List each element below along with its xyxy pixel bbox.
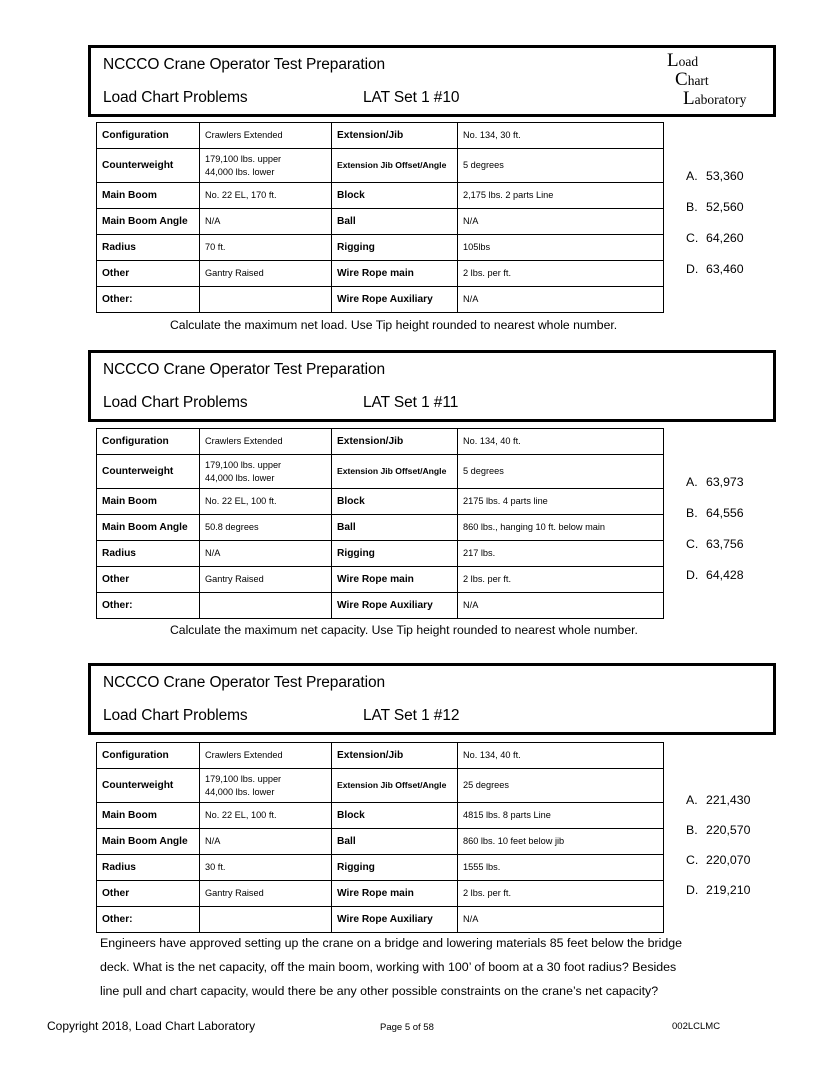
cell-value-main-boom-angle: N/A — [200, 829, 332, 855]
cell-label-radius: Radius — [97, 235, 200, 261]
cell-value-main-boom-angle: N/A — [200, 209, 332, 235]
answer-letter: A. — [686, 169, 698, 183]
answer-choices — [686, 793, 750, 897]
cell-label-extension-jib: Extension/Jib — [332, 123, 458, 149]
cell-label-main-boom: Main Boom — [97, 803, 200, 829]
instruction-text: Calculate the maximum net load. Use Tip height rounded to nearest whole number. — [170, 318, 618, 332]
header-title: NCCCO Crane Operator Test Preparation — [103, 674, 386, 691]
cell-label-rigging: Rigging — [332, 235, 458, 261]
logo-cap-l: L — [667, 50, 679, 71]
answer-option-a[interactable] — [686, 169, 744, 183]
cell-value-main-boom-angle: 50.8 degrees — [200, 515, 332, 541]
answer-value: 53,360 — [706, 169, 744, 183]
instruction-text: Calculate the maximum net capacity. Use Tip height rounded to nearest whole number. — [170, 623, 638, 637]
footer-copyright: Copyright 2018, Load Chart Laboratory — [47, 1019, 256, 1033]
cell-value-radius: N/A — [200, 541, 332, 567]
cell-label-main-boom: Main Boom — [97, 183, 200, 209]
cell-value-extension-jib: No. 134, 40 ft. — [458, 429, 664, 455]
cell-label-rigging: Rigging — [332, 541, 458, 567]
answer-value: 64,556 — [706, 506, 744, 520]
cell-value-other: Gantry Raised — [200, 881, 332, 907]
cell-label-counterweight: Counterweight — [97, 149, 200, 183]
answer-option-b[interactable] — [686, 823, 750, 837]
cell-label-wire-rope-aux: Wire Rope Auxiliary — [332, 593, 458, 619]
header-subtitle: Load Chart Problems — [103, 707, 248, 724]
table-row — [97, 743, 664, 769]
cell-label-other-colon: Other: — [97, 593, 200, 619]
answer-option-c[interactable] — [686, 537, 744, 551]
cell-label-wire-rope-main: Wire Rope main — [332, 881, 458, 907]
answer-option-d[interactable] — [686, 568, 744, 582]
cell-value-extension-jib-offset: 5 degrees — [458, 455, 664, 489]
cell-label-configuration: Configuration — [97, 743, 200, 769]
cell-value-configuration: Crawlers Extended — [200, 743, 332, 769]
cell-value-main-boom: No. 22 EL, 170 ft. — [200, 183, 332, 209]
logo-text-hart: hart — [687, 73, 709, 88]
answer-letter: B. — [686, 506, 698, 520]
cell-label-radius: Radius — [97, 855, 200, 881]
answer-value: 63,756 — [706, 537, 744, 551]
problem-prompt-paragraph — [100, 932, 725, 1003]
table-row — [97, 209, 664, 235]
answer-value: 64,428 — [706, 568, 744, 582]
counterweight-upper: 179,100 lbs. upper — [205, 460, 282, 471]
cell-value-radius: 70 ft. — [200, 235, 332, 261]
prompt-line-1: Engineers have approved setting up the crane on a bridge and lowering materials 85 feet below the bridge — [100, 936, 683, 950]
cell-label-wire-rope-main: Wire Rope main — [332, 567, 458, 593]
answer-option-a[interactable] — [686, 475, 744, 489]
answer-value: 221,430 — [706, 793, 751, 807]
counterweight-lower: 44,000 lbs. lower — [205, 472, 275, 483]
spec-table — [96, 742, 664, 933]
cell-label-ball: Ball — [332, 829, 458, 855]
answer-letter: B. — [686, 823, 698, 837]
table-row — [97, 261, 664, 287]
counterweight-lower: 44,000 lbs. lower — [205, 166, 275, 177]
answer-letter: C. — [686, 537, 699, 551]
cell-value-rigging: 217 lbs. — [458, 541, 664, 567]
cell-value-counterweight — [200, 149, 332, 183]
cell-label-main-boom-angle: Main Boom Angle — [97, 209, 200, 235]
cell-value-ball: 860 lbs. 10 feet below jib — [458, 829, 664, 855]
table-row — [97, 123, 664, 149]
cell-value-configuration: Crawlers Extended — [200, 123, 332, 149]
header-set-label: LAT Set 1 #12 — [363, 707, 460, 724]
cell-value-wire-rope-aux: N/A — [458, 287, 664, 313]
cell-label-extension-jib-offset: Extension Jib Offset/Angle — [332, 455, 458, 489]
answer-value: 64,260 — [706, 231, 744, 245]
cell-label-main-boom: Main Boom — [97, 489, 200, 515]
table-row — [97, 149, 664, 183]
cell-value-configuration: Crawlers Extended — [200, 429, 332, 455]
table-row — [97, 803, 664, 829]
answer-value: 219,210 — [706, 883, 751, 897]
cell-label-ball: Ball — [332, 515, 458, 541]
answer-option-b[interactable] — [686, 200, 744, 214]
cell-value-wire-rope-aux: N/A — [458, 907, 664, 933]
answer-letter: C. — [686, 231, 699, 245]
answer-letter: B. — [686, 200, 698, 214]
cell-label-extension-jib-offset: Extension Jib Offset/Angle — [332, 149, 458, 183]
spec-table — [96, 122, 664, 313]
cell-value-counterweight — [200, 455, 332, 489]
answer-option-b[interactable] — [686, 506, 744, 520]
answer-letter: D. — [686, 568, 699, 582]
table-row — [97, 855, 664, 881]
cell-label-counterweight: Counterweight — [97, 769, 200, 803]
cell-label-other: Other — [97, 567, 200, 593]
cell-value-block: 2,175 lbs. 2 parts Line — [458, 183, 664, 209]
cell-value-block: 4815 lbs. 8 parts Line — [458, 803, 664, 829]
cell-value-radius: 30 ft. — [200, 855, 332, 881]
cell-label-other: Other — [97, 881, 200, 907]
answer-value: 52,560 — [706, 200, 744, 214]
header-set-label: LAT Set 1 #11 — [363, 394, 459, 411]
cell-value-rigging: 1555 lbs. — [458, 855, 664, 881]
cell-value-main-boom: No. 22 EL, 100 ft. — [200, 489, 332, 515]
logo-text-aboratory: aboratory — [694, 92, 747, 107]
cell-label-other-colon: Other: — [97, 287, 200, 313]
table-row — [97, 455, 664, 489]
footer-doc-code: 002LCLMC — [672, 1021, 721, 1032]
cell-value-other-colon — [200, 287, 332, 313]
table-row — [97, 567, 664, 593]
problem-header-box — [88, 45, 776, 117]
table-row — [97, 593, 664, 619]
header-title: NCCCO Crane Operator Test Preparation — [103, 56, 386, 73]
cell-label-configuration: Configuration — [97, 123, 200, 149]
cell-value-wire-rope-main: 2 lbs. per ft. — [458, 261, 664, 287]
cell-label-rigging: Rigging — [332, 855, 458, 881]
problem-header-box — [88, 663, 776, 735]
cell-label-extension-jib: Extension/Jib — [332, 429, 458, 455]
cell-label-main-boom-angle: Main Boom Angle — [97, 515, 200, 541]
cell-value-extension-jib-offset: 5 degrees — [458, 149, 664, 183]
cell-label-extension-jib: Extension/Jib — [332, 743, 458, 769]
cell-value-wire-rope-aux: N/A — [458, 593, 664, 619]
answer-letter: D. — [686, 883, 699, 897]
counterweight-upper: 179,100 lbs. upper — [205, 154, 282, 165]
cell-value-other: Gantry Raised — [200, 567, 332, 593]
table-row — [97, 829, 664, 855]
cell-value-wire-rope-main: 2 lbs. per ft. — [458, 567, 664, 593]
cell-value-rigging: 105lbs — [458, 235, 664, 261]
problem-header-box — [88, 350, 776, 422]
answer-option-c[interactable] — [686, 231, 744, 245]
answer-option-d[interactable] — [686, 883, 750, 897]
cell-value-main-boom: No. 22 EL, 100 ft. — [200, 803, 332, 829]
cell-label-ball: Ball — [332, 209, 458, 235]
spec-table — [96, 428, 664, 619]
answer-value: 63,460 — [706, 262, 744, 276]
cell-label-block: Block — [332, 489, 458, 515]
cell-label-counterweight: Counterweight — [97, 455, 200, 489]
cell-label-wire-rope-aux: Wire Rope Auxiliary — [332, 287, 458, 313]
header-subtitle: Load Chart Problems — [103, 89, 248, 106]
header-set-label: LAT Set 1 #10 — [363, 89, 460, 106]
cell-label-block: Block — [332, 183, 458, 209]
cell-value-extension-jib: No. 134, 30 ft. — [458, 123, 664, 149]
table-row — [97, 881, 664, 907]
cell-value-counterweight — [200, 769, 332, 803]
answer-value: 63,973 — [706, 475, 744, 489]
prompt-line-2: deck. What is the net capacity, off the main boom, working with 100’ of boom at a 30 foot radius? Besides — [100, 959, 677, 974]
counterweight-upper: 179,100 lbs. upper — [205, 774, 282, 785]
table-row — [97, 429, 664, 455]
answer-letter: C. — [686, 853, 699, 867]
footer-page-number: Page 5 of 58 — [380, 1022, 434, 1033]
cell-label-configuration: Configuration — [97, 429, 200, 455]
cell-value-ball: N/A — [458, 209, 664, 235]
cell-value-ball: 860 lbs., hanging 10 ft. below main — [458, 515, 664, 541]
answer-option-d[interactable] — [686, 262, 744, 276]
table-row — [97, 287, 664, 313]
cell-value-other-colon — [200, 907, 332, 933]
answer-value: 220,070 — [706, 853, 751, 867]
answer-letter: A. — [686, 475, 698, 489]
table-row — [97, 769, 664, 803]
table-row — [97, 541, 664, 567]
cell-label-block: Block — [332, 803, 458, 829]
logo-cap-l2: L — [683, 88, 695, 109]
cell-value-extension-jib-offset: 25 degrees — [458, 769, 664, 803]
cell-value-other-colon — [200, 593, 332, 619]
load-chart-laboratory-logo — [653, 51, 769, 108]
prompt-line-3: line pull and chart capacity, would there be any other possible constraints on the crane’s net capacity? — [100, 983, 659, 998]
answer-letter: D. — [686, 262, 699, 276]
cell-label-other: Other — [97, 261, 200, 287]
answer-letter: A. — [686, 793, 698, 807]
cell-label-wire-rope-aux: Wire Rope Auxiliary — [332, 907, 458, 933]
answer-choices — [686, 475, 744, 582]
logo-cap-c: C — [675, 69, 688, 90]
answer-option-c[interactable] — [686, 853, 750, 867]
answer-option-a[interactable] — [686, 793, 750, 807]
cell-value-wire-rope-main: 2 lbs. per ft. — [458, 881, 664, 907]
logo-text-oad: oad — [678, 54, 699, 69]
header-subtitle: Load Chart Problems — [103, 394, 248, 411]
cell-value-extension-jib: No. 134, 40 ft. — [458, 743, 664, 769]
counterweight-lower: 44,000 lbs. lower — [205, 786, 275, 797]
cell-value-block: 2175 lbs. 4 parts line — [458, 489, 664, 515]
cell-value-other: Gantry Raised — [200, 261, 332, 287]
table-row — [97, 489, 664, 515]
table-row — [97, 183, 664, 209]
table-row — [97, 235, 664, 261]
cell-label-radius: Radius — [97, 541, 200, 567]
answer-choices — [686, 169, 744, 276]
table-row — [97, 907, 664, 933]
answer-value: 220,570 — [706, 823, 751, 837]
cell-label-wire-rope-main: Wire Rope main — [332, 261, 458, 287]
cell-label-main-boom-angle: Main Boom Angle — [97, 829, 200, 855]
cell-label-other-colon: Other: — [97, 907, 200, 933]
table-row — [97, 515, 664, 541]
cell-label-extension-jib-offset: Extension Jib Offset/Angle — [332, 769, 458, 803]
header-title: NCCCO Crane Operator Test Preparation — [103, 361, 386, 378]
